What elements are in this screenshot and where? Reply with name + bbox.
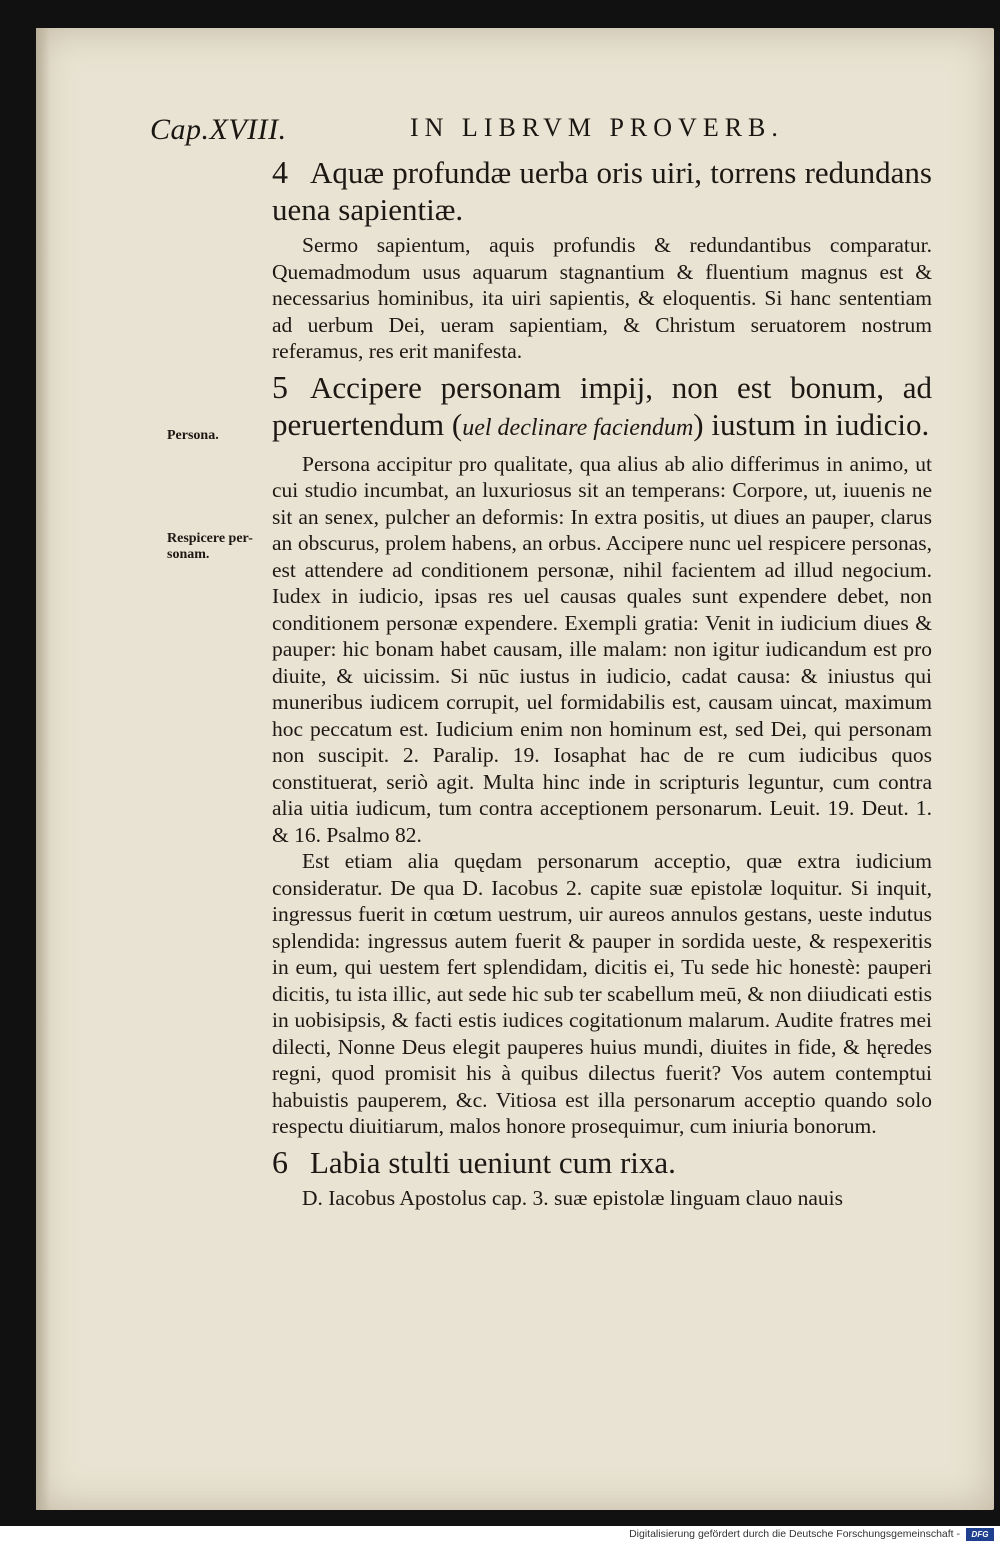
main-text <box>272 154 932 1211</box>
commentary-4: Sermo sapientum, aquis profundis & redundantibus comparatur. Quemadmodum usus aquarum stagnantium & fluentium magnus est & necessarius hominibus, ita uiri sapientis, & eloquentis. Si hanc sententiam ad uerbum Dei, ueram sapientiam, & Christum seruatorem nostrum referamus, res erit manifesta. <box>272 233 932 363</box>
verse-number: 6 <box>272 1143 288 1180</box>
verse-text: Labia stulti ueniunt cum rixa. <box>310 1144 676 1180</box>
verse-text-b: ) iustum in iudicio. <box>693 406 930 442</box>
footer-credit: Digitalisierung gefördert durch die Deutsche Forschungsgemeinschaft - <box>629 1528 960 1540</box>
chapter-number: Cap.XVIII. <box>150 113 287 146</box>
commentary-5b: Est etiam alia quędam personarum acceptio, quæ extra iudicium consideratur. De qua D. Iacobus 2. capite suæ epistolæ loquitur. Si inquit, ingressus fuerit in cœtum uestrum, uir aureos annulos gestans, ueste indutus splendida: ingressus autem fuerit & pauper in sordida ueste, & respexeritis in eum, qui uestem fert splendidam, dicitis ei, Tu sede hic honestè: pauperi dicitis, tu ista illic, aut sede hic sub ter scabellum meū, & non diiudicati estis in uobisipsis, & facti estis iudices cogitationum malarum. Audite fratres mei dilecti, Nonne Deus elegit pauperes huius mundi, diuites in fide, & hęredes regni, quod promisit his à quibus dilectus fuerit? Vos autem contemptui habuistis pauperem, &c. Vitiosa est illa personarum acceptio quando solo respectu diuitiarum, malos honore prosequimur, cum iniuria bonorum. <box>272 849 932 1138</box>
verse-4 <box>272 154 932 228</box>
page-gutter-shadow <box>36 28 50 1510</box>
verse-6 <box>272 1144 932 1181</box>
verse-text-a: Accipere personam impij, non est bonum, ad peruertendum ( <box>272 369 932 442</box>
dfg-logo-icon: DFG <box>966 1528 994 1541</box>
verse-5 <box>272 369 932 447</box>
verse-number: 5 <box>272 368 288 405</box>
running-head: IN LIBRVM PROVERB. <box>410 113 784 142</box>
commentary-5a: Persona accipitur pro qualitate, qua alius ab alio differimus in animo, ut cui studio incumbat, an luxuriosus sit an temperans: Corpore, ut, iuuenis ne sit an senex, pulcher an deformis: In extra positis, ut diues an pauper, clarus an obscurus, prolem habens, an orbus. Accipere nunc uel respicere personas, est attendere ad conditionem personæ, nihil facientem ad illud negocium. Iudex in iudicio, ipsas res uel causas quales sunt expendere debet, non conditionem personæ expendere. Exempli gratia: Venit in iudicium diues & pauper: hic bonam habet causam, ille malam: non igitur iudicandum est pro diuite, & uicissim. Si nūc iustus in iudicio, cadat causa: & iniustus qui muneribus iudicem corrupit, uel formidabilis est, causam uincat, maximum hoc peccatum est. Iudicium enim non hominum est, sed Dei, qui personam non suscipit. 2. Paralip. 19. Iosaphat hac de re cum iudicibus quos constituerat, seriò agit. Multa hinc inde in scripturis leguntur, cum contra alia uitia iudicum, tum contra acceptionem personarum. Leuit. 19. Deut. 1. & 16. Psalmo 82. <box>272 451 932 847</box>
verse-text: Aquæ profundæ uerba oris uiri, torrens redundans uena sapientiæ. <box>272 155 932 227</box>
digitization-footer <box>0 1526 1000 1543</box>
page-header <box>150 107 930 151</box>
margin-note-respicere: Respicere per- sonam. <box>167 531 253 562</box>
verse-number: 4 <box>272 154 288 190</box>
verse-text-italic: uel declinare faciendum <box>462 414 694 441</box>
commentary-6: D. Iacobus Apostolus cap. 3. suæ epistolæ linguam clauo nauis <box>302 1185 844 1210</box>
margin-note-persona: Persona. <box>167 428 219 443</box>
